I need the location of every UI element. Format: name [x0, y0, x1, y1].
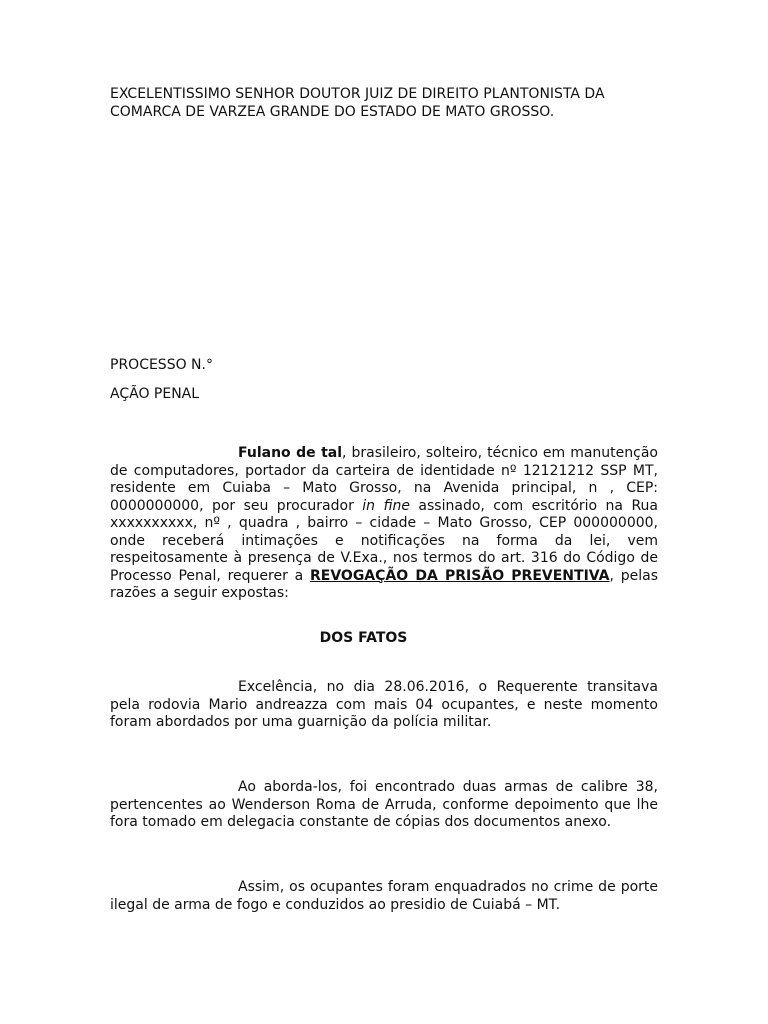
petition-paragraph [110, 445, 658, 603]
addressee-line-1: EXCELENTISSIMO SENHOR DOUTOR JUIZ DE DIREITO PLANTONISTA DA [110, 86, 605, 102]
addressee-line-2: COMARCA DE VARZEA GRANDE DO ESTADO DE MATO GROSSO. [110, 103, 555, 120]
action-type-label: AÇÃO PENAL [110, 386, 200, 402]
facts-paragraph-1: Excelência, no dia 28.06.2016, o Requerente transitava pela rodovia Mario andreazza com mais 04 ocupantes, e neste momento foram abordados por uma guarnição da polícia militar. [110, 679, 658, 730]
request-title: REVOGAÇÃO DA PRISÃO PREVENTIVA [309, 567, 610, 584]
party-name: Fulano de tal [238, 445, 343, 461]
process-number-label: PROCESSO N.° [110, 357, 213, 373]
petition-text-b: assinado, com escritório na Rua xxxxxxxxxx, nº , quadra , bairro – cidade – Mato Grosso, CEP 000000000, onde receberá intimações e notificações na forma da lei, vem respeitosamente à presença de V.Exa., nos termos do art. 316 do Código de Processo Penal, requerer a [110, 497, 658, 584]
petition-text-c: , pelas razões a seguir expostas: [110, 567, 658, 601]
facts-paragraph-3: Assim, os ocupantes foram enquadrados no crime de porte ilegal de arma de fogo e conduzidos ao presidio de Cuiabá – MT. [110, 879, 658, 913]
facts-heading: DOS FATOS [319, 630, 408, 646]
petition-text-a: , brasileiro, solteiro, técnico em manutenção de computadores, portador da carteira de identidade nº 12121212 SSP MT, residente em Cuiaba – Mato Grosso, na Avenida principal, n , CEP: 0000000000, por seu procurador [110, 445, 658, 514]
facts-paragraph-2: Ao aborda-los, foi encontrado duas armas de calibre 38, pertencentes ao Wenderson Roma de Arruda, conforme depoimento que lhe fora tomado em delegacia constante de cópias dos documentos anexo. [110, 779, 658, 830]
in-fine-term: in fine [362, 497, 410, 514]
addressee-heading [110, 86, 658, 121]
